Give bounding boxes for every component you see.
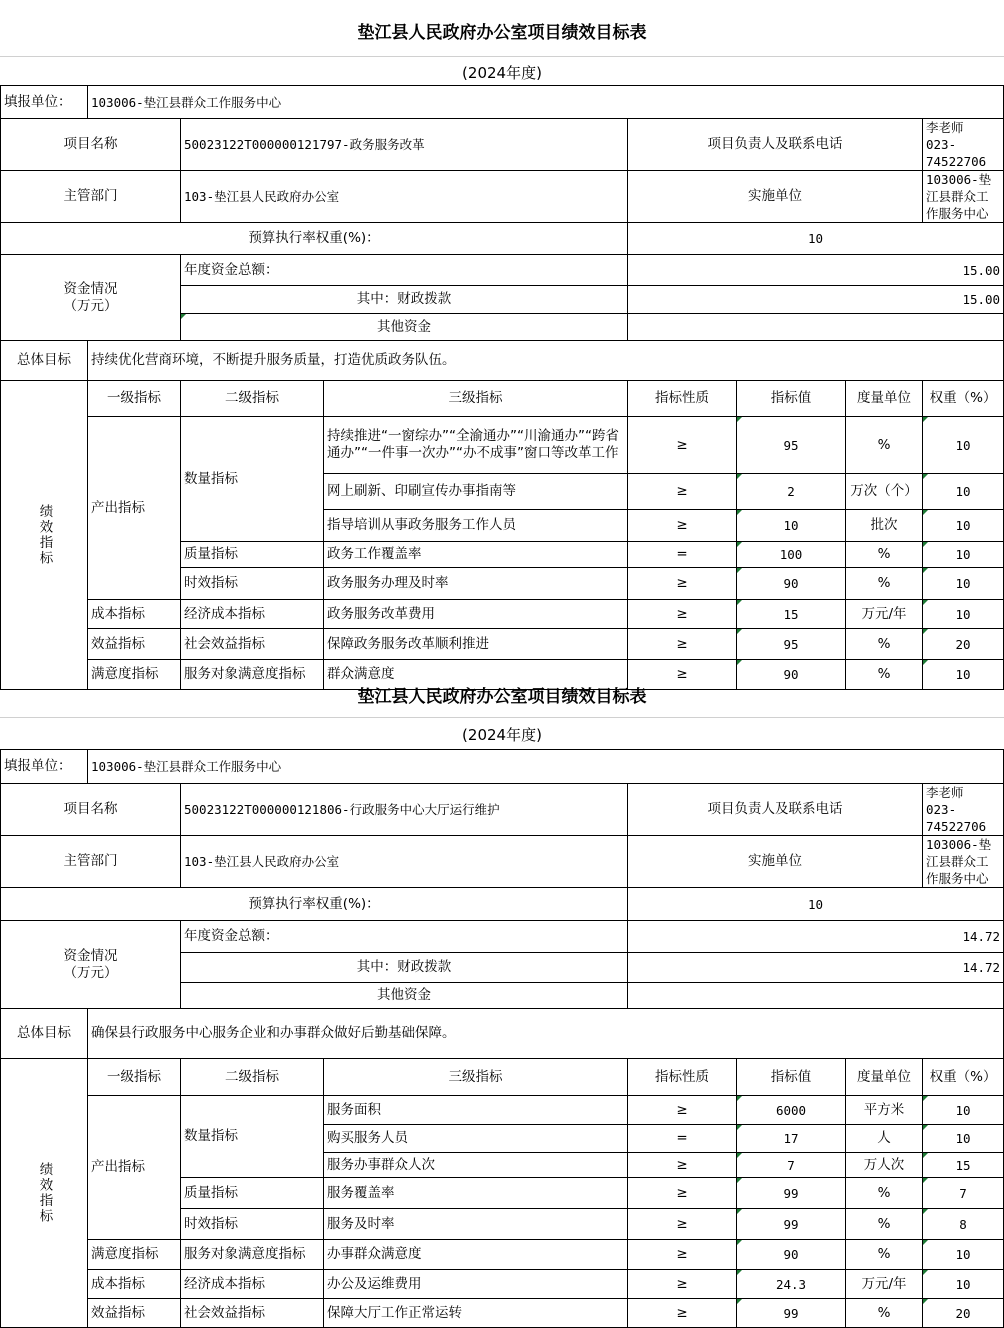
l3-cell: 政务服务办理及时率 [324,568,628,600]
funds-label [1,255,181,341]
leader-phone-label: 项目负责人及联系电话 [628,119,923,171]
header-value: 指标值 [737,1059,846,1096]
header-level2: 二级指标 [181,1059,324,1096]
dept-row [1,171,1004,223]
l3-cell: 持续推进“一窗综办”“全渝通办”“川渝通办”“跨省通办”“一件事一次办”“办不成事”窗口等改革工作 [324,417,628,474]
l1-cell: 效益指标 [88,629,181,660]
l3-cell: 网上刷新、印刷宣传办事指南等 [324,474,628,510]
header-unit: 度量单位 [846,381,923,417]
nature-cell: ≥ [628,1096,737,1125]
weight-cell: 8 [923,1209,1004,1240]
value-cell: 15 [737,600,846,629]
l3-cell: 保障政务服务改革顺利推进 [324,629,628,660]
leader-phone-value: 李老师 023-74522706 [923,784,1004,836]
header-nature: 指标性质 [628,1059,737,1096]
l2-cell: 服务对象满意度指标 [181,660,324,690]
dept-row [1,836,1004,888]
header-unit: 度量单位 [846,1059,923,1096]
l3-cell: 服务及时率 [324,1209,628,1240]
unit-cell: 万人次 [846,1153,923,1178]
nature-cell: ≥ [628,1270,737,1299]
value-cell: 99 [737,1209,846,1240]
perf-label: 绩效指标 [36,1162,53,1224]
fiscal-label: 其中：财政拨款 [181,953,628,983]
l3-cell: 政务服务改革费用 [324,600,628,629]
unit-cell: 万元/年 [846,1270,923,1299]
project-name-value: 50023122T000000121797-政务服务改革 [181,119,628,171]
funds-unit: （万元） [63,297,118,314]
table-row [1,600,1004,629]
unit-cell: 人 [846,1125,923,1153]
fill-unit-label: 填报单位： [1,750,88,784]
overall-goal-value: 确保县行政服务中心服务企业和办事群众做好后勤基础保障。 [88,1009,1004,1059]
l3-cell: 政务工作覆盖率 [324,542,628,568]
unit-cell: 万次（个） [846,474,923,510]
sheet-title: 垫江县人民政府办公室项目绩效目标表 [357,23,647,43]
dept-value: 103-垫江县人民政府办公室 [181,836,628,888]
value-cell: 99 [737,1178,846,1209]
weight-cell: 10 [923,600,1004,629]
value-cell: 99 [737,1299,846,1328]
weight-cell: 10 [923,542,1004,568]
budget-weight-row [1,888,1004,921]
value-cell: 17 [737,1125,846,1153]
weight-cell: 10 [923,1240,1004,1270]
funds-title: 资金情况 [63,947,118,964]
fill-unit-row [1,86,1004,119]
nature-cell: ≥ [628,568,737,600]
weight-cell: 10 [923,510,1004,542]
weight-cell: 10 [923,1270,1004,1299]
unit-cell: % [846,660,923,690]
goal-row [1,341,1004,381]
l1-cell: 满意度指标 [88,1240,181,1270]
performance-table [0,85,1004,690]
budget-weight-label: 预算执行率权重(%)： [1,888,628,921]
project-name-label: 项目名称 [1,784,181,836]
fill-unit-value: 103006-垫江县群众工作服务中心 [88,86,1004,119]
perf-label-cell [1,381,88,690]
fill-unit-value: 103006-垫江县群众工作服务中心 [88,750,1004,784]
header-level2: 二级指标 [181,381,324,417]
value-cell: 7 [737,1153,846,1178]
l3-cell: 服务办事群众人次 [324,1153,628,1178]
l1-cell: 效益指标 [88,1299,181,1328]
fill-unit-label: 填报单位： [1,86,88,119]
perf-label: 绩效指标 [36,504,53,566]
table-row [1,629,1004,660]
value-cell: 6000 [737,1096,846,1125]
l2-cell: 时效指标 [181,568,324,600]
unit-cell: 批次 [846,510,923,542]
unit-cell: 万元/年 [846,600,923,629]
value-cell: 90 [737,568,846,600]
funds-total-row [1,921,1004,953]
nature-cell: ≥ [628,474,737,510]
impl-unit-label: 实施单位 [628,836,923,888]
value-cell: 24.3 [737,1270,846,1299]
weight-cell: 10 [923,1096,1004,1125]
weight-cell: 10 [923,417,1004,474]
nature-cell: ≥ [628,1178,737,1209]
project-row [1,784,1004,836]
weight-cell: 7 [923,1178,1004,1209]
budget-weight-value: 10 [628,223,1004,255]
project-name-label: 项目名称 [1,119,181,171]
table-row [1,1240,1004,1270]
sheet-year: (2024年度) [462,726,542,744]
nature-cell: ≥ [628,660,737,690]
sheet-year: (2024年度) [462,64,542,82]
l2-cell: 数量指标 [181,1096,324,1178]
l3-cell: 指导培训从事政务服务工作人员 [324,510,628,542]
other-funds-value [628,983,1004,1009]
l3-cell: 群众满意度 [324,660,628,690]
annual-total-value: 15.00 [628,255,1004,286]
fiscal-value: 14.72 [628,953,1004,983]
l1-cell: 产出指标 [88,417,181,600]
header-nature: 指标性质 [628,381,737,417]
value-cell: 90 [737,660,846,690]
nature-cell: ≥ [628,1299,737,1328]
unit-cell: % [846,417,923,474]
value-cell: 95 [737,417,846,474]
sheet-title: 垫江县人民政府办公室项目绩效目标表 [357,687,647,707]
other-funds-value [628,314,1004,341]
l2-cell: 服务对象满意度指标 [181,1240,324,1270]
funds-total-row [1,255,1004,286]
l2-cell: 经济成本指标 [181,1270,324,1299]
l2-cell: 经济成本指标 [181,600,324,629]
leader-phone-value: 李老师 023-74522706 [923,119,1004,171]
value-cell: 95 [737,629,846,660]
dept-label: 主管部门 [1,171,181,223]
overall-goal-label: 总体目标 [1,1009,88,1059]
budget-weight-value: 10 [628,888,1004,921]
fill-unit-row [1,750,1004,784]
l2-cell: 质量指标 [181,1178,324,1209]
header-weight: 权重（%） [923,1059,1004,1096]
header-level3: 三级指标 [324,1059,628,1096]
overall-goal-value: 持续优化营商环境，不断提升服务质量，打造优质政务队伍。 [88,341,1004,381]
weight-cell: 10 [923,474,1004,510]
l2-cell: 社会效益指标 [181,1299,324,1328]
header-weight: 权重（%） [923,381,1004,417]
fiscal-value: 15.00 [628,286,1004,314]
other-funds-label: 其他资金 [181,314,628,341]
funds-unit: （万元） [63,964,118,981]
header-level3: 三级指标 [324,381,628,417]
l1-cell: 满意度指标 [88,660,181,690]
weight-cell: 20 [923,1299,1004,1328]
l2-cell: 社会效益指标 [181,629,324,660]
impl-unit-label: 实施单位 [628,171,923,223]
annual-total-label: 年度资金总额： [181,921,628,953]
indicator-header-row [1,381,1004,417]
value-cell: 90 [737,1240,846,1270]
nature-cell: ≥ [628,1153,737,1178]
value-cell: 100 [737,542,846,568]
l3-cell: 服务覆盖率 [324,1178,628,1209]
funds-label [1,921,181,1009]
l3-cell: 办事群众满意度 [324,1240,628,1270]
annual-total-label: 年度资金总额： [181,255,628,286]
impl-unit-value: 103006-垫江县群众工作服务中心 [923,171,1004,223]
budget-weight-row [1,223,1004,255]
l3-cell: 保障大厅工作正常运转 [324,1299,628,1328]
table-row [1,1096,1004,1125]
funds-title: 资金情况 [63,280,118,297]
l1-cell: 成本指标 [88,1270,181,1299]
project-name-value: 50023122T000000121806-行政服务中心大厅运行维护 [181,784,628,836]
header-level1: 一级指标 [88,381,181,417]
overall-goal-label: 总体目标 [1,341,88,381]
weight-cell: 20 [923,629,1004,660]
l2-cell: 数量指标 [181,417,324,542]
budget-weight-label: 预算执行率权重(%)： [1,223,628,255]
unit-cell: % [846,1209,923,1240]
other-funds-label: 其他资金 [181,983,628,1009]
perf-label-cell [1,1059,88,1328]
nature-cell: ≥ [628,1209,737,1240]
l2-cell: 时效指标 [181,1209,324,1240]
unit-cell: % [846,629,923,660]
nature-cell: ≥ [628,417,737,474]
project-row [1,119,1004,171]
l1-cell: 成本指标 [88,600,181,629]
impl-unit-value: 103006-垫江县群众工作服务中心 [923,836,1004,888]
nature-cell: ≥ [628,1240,737,1270]
goal-row [1,1009,1004,1059]
l3-cell: 办公及运维费用 [324,1270,628,1299]
weight-cell: 10 [923,568,1004,600]
dept-label: 主管部门 [1,836,181,888]
performance-table [0,749,1004,1328]
table-row [1,417,1004,474]
weight-cell: 10 [923,660,1004,690]
value-cell: 10 [737,510,846,542]
l3-cell: 购买服务人员 [324,1125,628,1153]
unit-cell: % [846,1178,923,1209]
nature-cell: = [628,1125,737,1153]
l3-cell: 服务面积 [324,1096,628,1125]
fiscal-label: 其中：财政拨款 [181,286,628,314]
unit-cell: % [846,1240,923,1270]
leader-phone-label: 项目负责人及联系电话 [628,784,923,836]
unit-cell: % [846,568,923,600]
nature-cell: ≥ [628,629,737,660]
value-cell: 2 [737,474,846,510]
table-row [1,1270,1004,1299]
unit-cell: % [846,1299,923,1328]
nature-cell: ≥ [628,510,737,542]
header-level1: 一级指标 [88,1059,181,1096]
dept-value: 103-垫江县人民政府办公室 [181,171,628,223]
nature-cell: ≥ [628,600,737,629]
l1-cell: 产出指标 [88,1096,181,1240]
unit-cell: % [846,542,923,568]
unit-cell: 平方米 [846,1096,923,1125]
annual-total-value: 14.72 [628,921,1004,953]
table-row [1,1299,1004,1328]
header-value: 指标值 [737,381,846,417]
weight-cell: 15 [923,1153,1004,1178]
indicator-header-row [1,1059,1004,1096]
weight-cell: 10 [923,1125,1004,1153]
l2-cell: 质量指标 [181,542,324,568]
nature-cell: = [628,542,737,568]
